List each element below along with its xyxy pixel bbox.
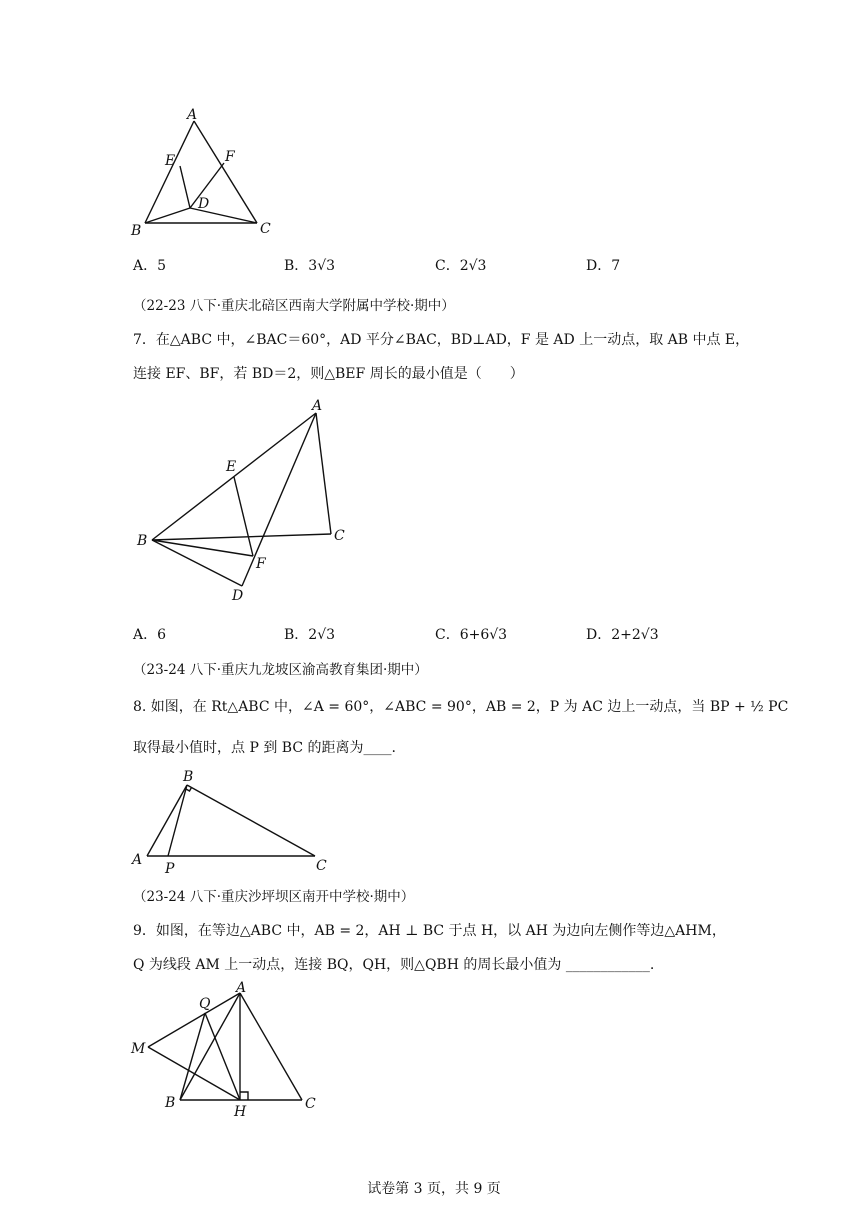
q7-option-c: C．6+6√3 [435,627,508,643]
q6-label-A: A [187,107,198,123]
q8-label-B: B [183,769,194,785]
q7-label-D: D [232,588,244,604]
q8-source: （23-24 八下·重庆九龙坡区渝高教育集团·期中） [133,662,428,678]
q7-source: （22-23 八下·重庆北碚区西南大学附属中学校·期中） [133,298,455,314]
q6-option-c: C．2√3 [435,258,487,274]
q6-label-D: D [198,196,210,212]
q9-label-C: C [305,1096,316,1112]
q6-label-B: B [131,223,142,239]
q9-label-M: M [131,1041,146,1057]
q8-label-A: A [132,852,143,868]
q6-label-E: E [165,153,176,169]
q6-option-d: D．7 [586,258,621,274]
q8-figure [128,766,333,876]
q9-label-H: H [234,1104,247,1120]
q9-label-A: A [236,980,247,996]
q8-question-line1: 8. 如图，在 Rt△ABC 中，∠A = 60°，∠ABC = 90°，AB = 2，P 为 AC 边上一动点，当 BP + ½ PC [133,699,789,715]
q9-source: （23-24 八下·重庆沙坪坝区南开中学校·期中） [133,889,415,905]
q6-option-b: B．3√3 [284,258,336,274]
q7-label-F: F [256,556,266,572]
q7-label-C: C [334,528,345,544]
q9-label-B: B [165,1095,176,1111]
q6-label-C: C [260,221,271,237]
q6-options [0,256,868,276]
q6-option-a: A．5 [133,258,167,274]
q8-label-C: C [316,858,327,874]
q7-option-a: A．6 [133,627,167,643]
q7-question-line1: 7．在△ABC 中，∠BAC＝60°，AD 平分∠BAC，BD⊥AD，F 是 AD 上一动点，取 AB 中点 E， [133,332,750,348]
q7-label-E: E [226,459,237,475]
q9-label-Q: Q [199,996,211,1012]
page-footer: 试卷第 3 页，共 9 页 [367,1181,501,1197]
q7-label-A: A [312,398,323,414]
q7-figure [130,395,355,610]
q7-option-d: D．2+2√3 [586,627,659,643]
q7-label-B: B [137,533,148,549]
q8-question-line2: 取得最小值时，点 P 到 BC 的距离为____. [133,740,396,756]
q6-label-F: F [225,149,235,165]
q7-option-b: B．2√3 [284,627,336,643]
q7-question-line2: 连接 EF、BF，若 BD＝2，则△BEF 周长的最小值是（ ） [133,366,524,382]
q8-label-P: P [165,861,175,876]
q7-options [0,625,868,645]
q9-figure [128,976,328,1124]
q9-question-line1: 9．如图，在等边△ABC 中，AB = 2，AH ⊥ BC 于点 H，以 AH 为边向左侧作等边△AHM， [133,923,726,939]
q6-figure [125,100,285,245]
q9-question-line2: Q 为线段 AM 上一动点，连接 BQ，QH，则△QBH 的周长最小值为 ____________. [133,957,655,973]
